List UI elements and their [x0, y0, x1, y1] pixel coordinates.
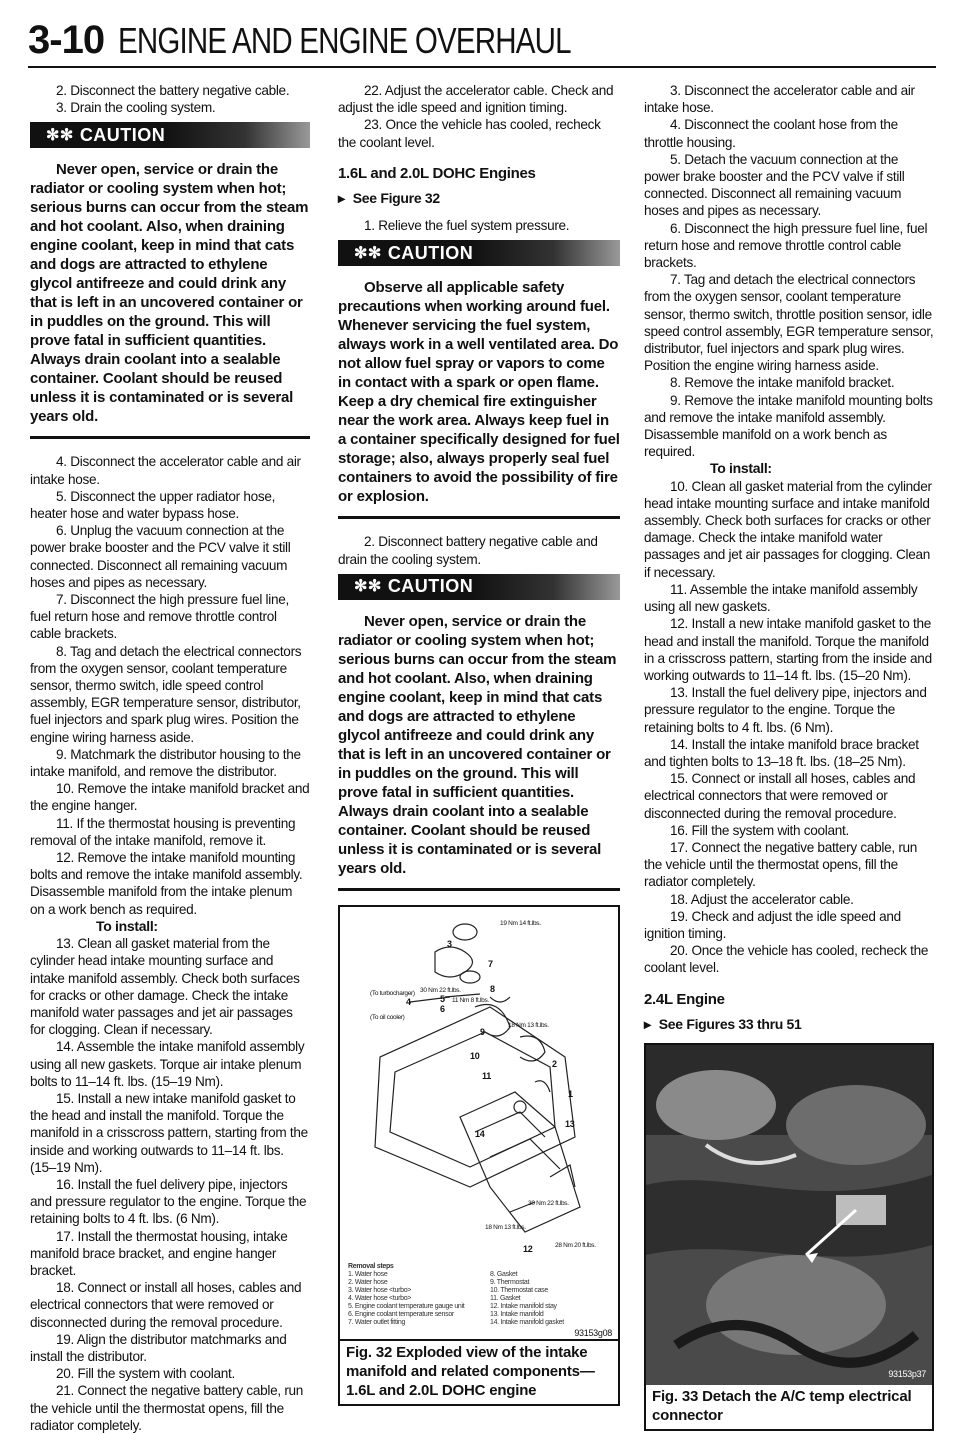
paragraph: 17. Install the thermostat housing, intake manifold brace bracket, and engine hanger bracket.: [30, 1228, 288, 1278]
column-3: [644, 82, 934, 1431]
diagram-note: (To turbocharger): [370, 989, 415, 997]
engine-photo-art: [646, 1045, 932, 1385]
figure-reference: [644, 1016, 934, 1033]
diagram-note: (To oil cooler): [370, 1013, 405, 1021]
arrow-icon: ▸: [644, 1015, 651, 1032]
paragraph: 18. Connect or install all hoses, cables and electrical connectors that were removed or disconnected during the removal procedure.: [30, 1280, 302, 1330]
column-2: [338, 82, 620, 1406]
paragraph: 3. Drain the cooling system.: [56, 100, 216, 116]
paragraph: 9. Matchmark the distributor housing to the intake manifold, and remove the distributor.: [30, 746, 301, 780]
legend-item: 6. Engine coolant temperature sensor: [348, 1310, 454, 1318]
section-heading: 2.4L Engine: [644, 990, 725, 1008]
paragraph: 19. Align the distributor matchmarks and install the distributor.: [30, 1331, 287, 1364]
callout-label: 2: [552, 1058, 557, 1069]
figure-caption: Fig. 33 Detach the A/C temp electrical connector: [652, 1387, 912, 1424]
caution-label: CAUTION: [387, 242, 474, 263]
paragraph: 19. Check and adjust the idle speed and ignition timing.: [644, 908, 901, 941]
paragraph: 16. Fill the system with coolant.: [670, 822, 849, 838]
banner-fade: [473, 574, 620, 600]
paragraph: 1. Relieve the fuel system pressure.: [364, 218, 570, 234]
callout-label: 9: [480, 1026, 485, 1037]
legend-title: Removal steps: [348, 1262, 394, 1270]
paragraph: 4. Disconnect the coolant hose from the throttle housing.: [644, 117, 898, 150]
legend-item: 2. Water hose: [348, 1278, 388, 1286]
legend-item: 13. Intake manifold: [490, 1310, 544, 1318]
paragraph: 22. Adjust the accelerator cable. Check and adjust the idle speed and ignition timing.: [338, 83, 614, 116]
caution-end-rule: [338, 888, 620, 891]
torque-label: 18 Nm 13 ft.lbs.: [508, 1021, 549, 1029]
paragraph: 13. Install the fuel delivery pipe, injectors and pressure regulator to the engine. Torque the retaining bolts to 4 ft. lbs. (6 Nm).: [644, 685, 927, 735]
caution-text: Never open, service or drain the radiator or cooling system when hot; serious burns can occur from the steam and hot coolant. Also, when draining engine coolant, keep in mind that cats and dogs are attracted to ethylene glycol antifreeze and could drink any that is left in an uncovered container or in puddles on the ground. This will prove fatal in sufficient quantities. Always drain coolant into a sealable container. Coolant should be reused unless it is contaminated or is several years old.: [338, 612, 617, 877]
legend-item: 11. Gasket: [490, 1294, 521, 1302]
torque-label: 30 Nm 22 ft.lbs.: [420, 986, 461, 994]
callout-label: 11: [482, 1070, 491, 1081]
engine-photo: [646, 1045, 932, 1385]
legend-item: 4. Water hose <turbo>: [348, 1294, 412, 1302]
banner-fade: [165, 122, 310, 148]
install-heading: To install:: [96, 917, 158, 934]
legend-item: 5. Engine coolant temperature gauge unit: [348, 1302, 465, 1310]
figure-reference: [338, 190, 620, 207]
header-rule: [28, 66, 936, 68]
paragraph: 7. Disconnect the high pressure fuel line, fuel return hose and remove throttle control cable brackets.: [30, 592, 289, 642]
caution-banner: [338, 240, 620, 266]
page-number: 3-10: [28, 18, 105, 62]
paragraph-list: [30, 453, 310, 917]
paragraph: 11. If the thermostat housing is preventing removal of the intake manifold, remove it.: [30, 815, 296, 848]
paragraph-list: [338, 533, 620, 567]
paragraph: 7. Tag and detach the electrical connectors from the oxygen sensor, coolant temperature sensor, thermo switch, throttle position sensor, idle speed control assembly, EGR temperature sensor, distributor, fuel injectors and spark plug wires. Position the engine wiring harness aside.: [644, 272, 934, 374]
paragraph: 9. Remove the intake manifold mounting bolts and remove the intake manifold assembly. Disassemble manifold on a work bench as required.: [644, 392, 933, 460]
paragraph: 13. Clean all gasket material from the cylinder head intake mounting surface and intake manifold assembly. Check both surfaces for cracks or other damage. Check the intake manifold water passages and jet air passages for clogging. Clean if necessary.: [30, 936, 300, 1038]
legend-item: 12. Intake manifold stay: [490, 1302, 557, 1310]
column-1: [30, 82, 310, 1434]
paragraph: 11. Assemble the intake manifold assembly using all new gaskets.: [644, 581, 918, 615]
callout-label: 6: [440, 1003, 445, 1014]
callout-label: 4: [406, 996, 411, 1007]
paragraph: 5. Disconnect the upper radiator hose, heater hose and water bypass hose.: [30, 488, 276, 522]
install-heading: To install:: [710, 460, 772, 477]
torque-label: 30 Nm 22 ft.lbs.: [528, 1199, 569, 1207]
chapter-title: ENGINE AND ENGINE OVERHAUL: [118, 20, 571, 61]
legend-list: [348, 1271, 468, 1327]
caution-end-rule: [338, 516, 620, 519]
torque-label: 11 Nm 8 ft.lbs.: [452, 996, 489, 1004]
legend-item: 14. Intake manifold gasket: [490, 1318, 564, 1326]
caution-banner: [30, 122, 310, 148]
paragraph: 10. Remove the intake manifold bracket and the engine hanger.: [30, 781, 310, 814]
legend-list: [490, 1271, 612, 1327]
paragraph: 12. Install a new intake manifold gasket to the head and install the manifold. Torque the manifold in a crisscross pattern, starting from the inside and working outwards to 11–14 ft. lbs. (15–20 Nm).: [644, 616, 932, 683]
paragraph-list: [644, 82, 934, 460]
figure-32: [338, 905, 620, 1341]
torque-label: 19 Nm 14 ft.lbs.: [500, 919, 541, 927]
torque-label: 28 Nm 20 ft.lbs.: [555, 1241, 596, 1249]
legend-item: 3. Water hose <turbo>: [348, 1286, 412, 1294]
callout-label: 13: [565, 1118, 575, 1129]
warning-icon: ✻✻: [46, 126, 74, 144]
callout-label: 5: [440, 993, 445, 1004]
paragraph: 15. Connect or install all hoses, cables and electrical connectors that were removed or disconnected during the removal procedure.: [644, 771, 916, 821]
figure-reference-text: See Figures 33 thru 51: [658, 1015, 802, 1032]
torque-label: 18 Nm 13 ft.lbs.: [485, 1223, 526, 1231]
caution-text: Never open, service or drain the radiator or cooling system when hot; serious burns can occur from the steam and hot coolant. Also, when draining engine coolant, keep in mind that cats and dogs are attracted to ethylene glycol antifreeze and could drink any that is left in an uncovered container or in puddles on the ground. This will prove fatal in sufficient quantities. Always drain coolant into a sealable container. Coolant should be reused unless it is contaminated or is several years old.: [30, 161, 309, 426]
callout-label: 10: [470, 1050, 480, 1061]
callout-label: 12: [523, 1243, 533, 1254]
caution-label: CAUTION: [387, 576, 474, 597]
paragraph: 21. Connect the negative battery cable, run the vehicle until the thermostat opens, fill the radiator completely.: [30, 1383, 304, 1433]
figure-code: 93153g08: [574, 1327, 612, 1338]
caution-end-rule: [30, 436, 310, 439]
legend-item: 7. Water outlet fitting: [348, 1318, 406, 1326]
warning-icon: ✻✻: [354, 244, 382, 262]
paragraph: 18. Adjust the accelerator cable.: [670, 891, 854, 907]
callout-label: 1: [568, 1088, 573, 1099]
figure-32-caption-box: [338, 1341, 620, 1406]
section-heading: 1.6L and 2.0L DOHC Engines: [338, 164, 536, 182]
figure-33: [644, 1043, 934, 1431]
caution-label: CAUTION: [79, 124, 166, 145]
banner-fade: [473, 240, 620, 266]
legend-item: 1. Water hose: [348, 1270, 388, 1278]
callout-label: 14: [475, 1128, 485, 1139]
paragraph-list: [644, 478, 934, 977]
paragraph-list: [338, 82, 620, 151]
callout-label: 7: [488, 958, 493, 969]
paragraph: 14. Install the intake manifold brace bracket and tighten bolts to 13–18 ft. lbs. (18–25 Nm).: [644, 736, 919, 769]
paragraph-list: [338, 217, 620, 234]
paragraph: 8. Tag and detach the electrical connectors from the oxygen sensor, coolant temperature sensor, thermo switch, idle speed control assembly, EGR temperature sensor, distributor, fuel injectors and spark plug wires. Position the engine wiring harness aside.: [30, 643, 302, 745]
paragraph: 16. Install the fuel delivery pipe, injectors and pressure regulator to the engine. Torque the retaining bolts to 4 ft. lbs. (6 Nm).: [30, 1176, 307, 1227]
paragraph: 5. Detach the vacuum connection at the power brake booster and the PCV valve if still connected. Disconnect all remaining vacuum hoses and pipes as necessary.: [644, 151, 905, 219]
paragraph: 3. Disconnect the accelerator cable and air intake hose.: [644, 83, 915, 116]
paragraph-list: [30, 935, 310, 1434]
paragraph: 2. Disconnect the battery negative cable.: [56, 83, 290, 98]
paragraph: 4. Disconnect the accelerator cable and air intake hose.: [30, 454, 301, 487]
callout-label: 8: [490, 983, 495, 994]
legend-item: 10. Thermostat case: [490, 1286, 548, 1294]
paragraph: 15. Install a new intake manifold gasket to the head and install the manifold. Torque the manifold in a crisscross pattern, starting from the inside and working outwards to 11–14 ft. lbs. (15–19 Nm).: [30, 1090, 308, 1175]
paragraph: 12. Remove the intake manifold mounting bolts and remove the intake manifold assembly. Disassemble manifold from the intake plenum on a work bench as required.: [30, 850, 303, 917]
figure-caption: Fig. 32 Exploded view of the intake manifold and related components—1.6L and 2.0L DOHC engine: [346, 1343, 595, 1399]
caution-banner: [338, 574, 620, 600]
legend-right: [490, 1271, 612, 1327]
paragraph: 6. Disconnect the high pressure fuel line, fuel return hose and remove throttle control cable brackets.: [644, 220, 928, 271]
figure-reference-text: See Figure 32: [352, 190, 440, 207]
paragraph: 8. Remove the intake manifold bracket.: [670, 375, 895, 391]
legend-item: 9. Thermostat: [490, 1278, 530, 1286]
paragraph: 2. Disconnect battery negative cable and drain the cooling system.: [338, 534, 598, 567]
intake-manifold-diagram: [340, 907, 618, 1267]
paragraph: 6. Unplug the vacuum connection at the power brake booster and the PCV valve it still connected. Disconnect all remaining vacuum hoses and pipes as necessary.: [30, 523, 291, 590]
page-header: [28, 18, 670, 66]
legend-left: [348, 1263, 468, 1327]
paragraph: 23. Once the vehicle has cooled, recheck the coolant level.: [338, 117, 601, 150]
callout-label: 3: [447, 938, 452, 949]
paragraph: 17. Connect the negative battery cable, run the vehicle until the thermostat opens, fill the radiator completely.: [644, 839, 918, 890]
paragraph: 10. Clean all gasket material from the cylinder head intake mounting surface and intake manifold assembly. Check both surfaces for cracks or other damage. Check the intake manifold water passages and jet air passages for clogging. Clean if necessary.: [644, 478, 932, 580]
figure-code: 93153p37: [888, 1368, 926, 1379]
paragraph-list: [30, 82, 310, 116]
caution-text: Observe all applicable safety precautions when working around fuel. Whenever servicing the fuel system, always work in a well ventilated area. Do not allow fuel spray or vapors to come in contact with a spark or open flame. Keep a dry chemical fire extinguisher near the work area. Always keep fuel in a container specifically designed for fuel storage; also, always properly seal fuel containers to avoid the possibility of fire or explosion.: [338, 279, 620, 506]
paragraph: 20. Fill the system with coolant.: [56, 1366, 235, 1382]
arrow-icon: ▸: [338, 190, 345, 207]
warning-icon: ✻✻: [354, 578, 382, 596]
legend-item: 8. Gasket: [490, 1270, 518, 1278]
paragraph: 20. Once the vehicle has cooled, recheck the coolant level.: [644, 943, 929, 976]
paragraph: 14. Assemble the intake manifold assembly using all new gaskets. Torque air intake plenum bolts to 11–14 ft. lbs. (15–19 Nm).: [30, 1039, 305, 1089]
